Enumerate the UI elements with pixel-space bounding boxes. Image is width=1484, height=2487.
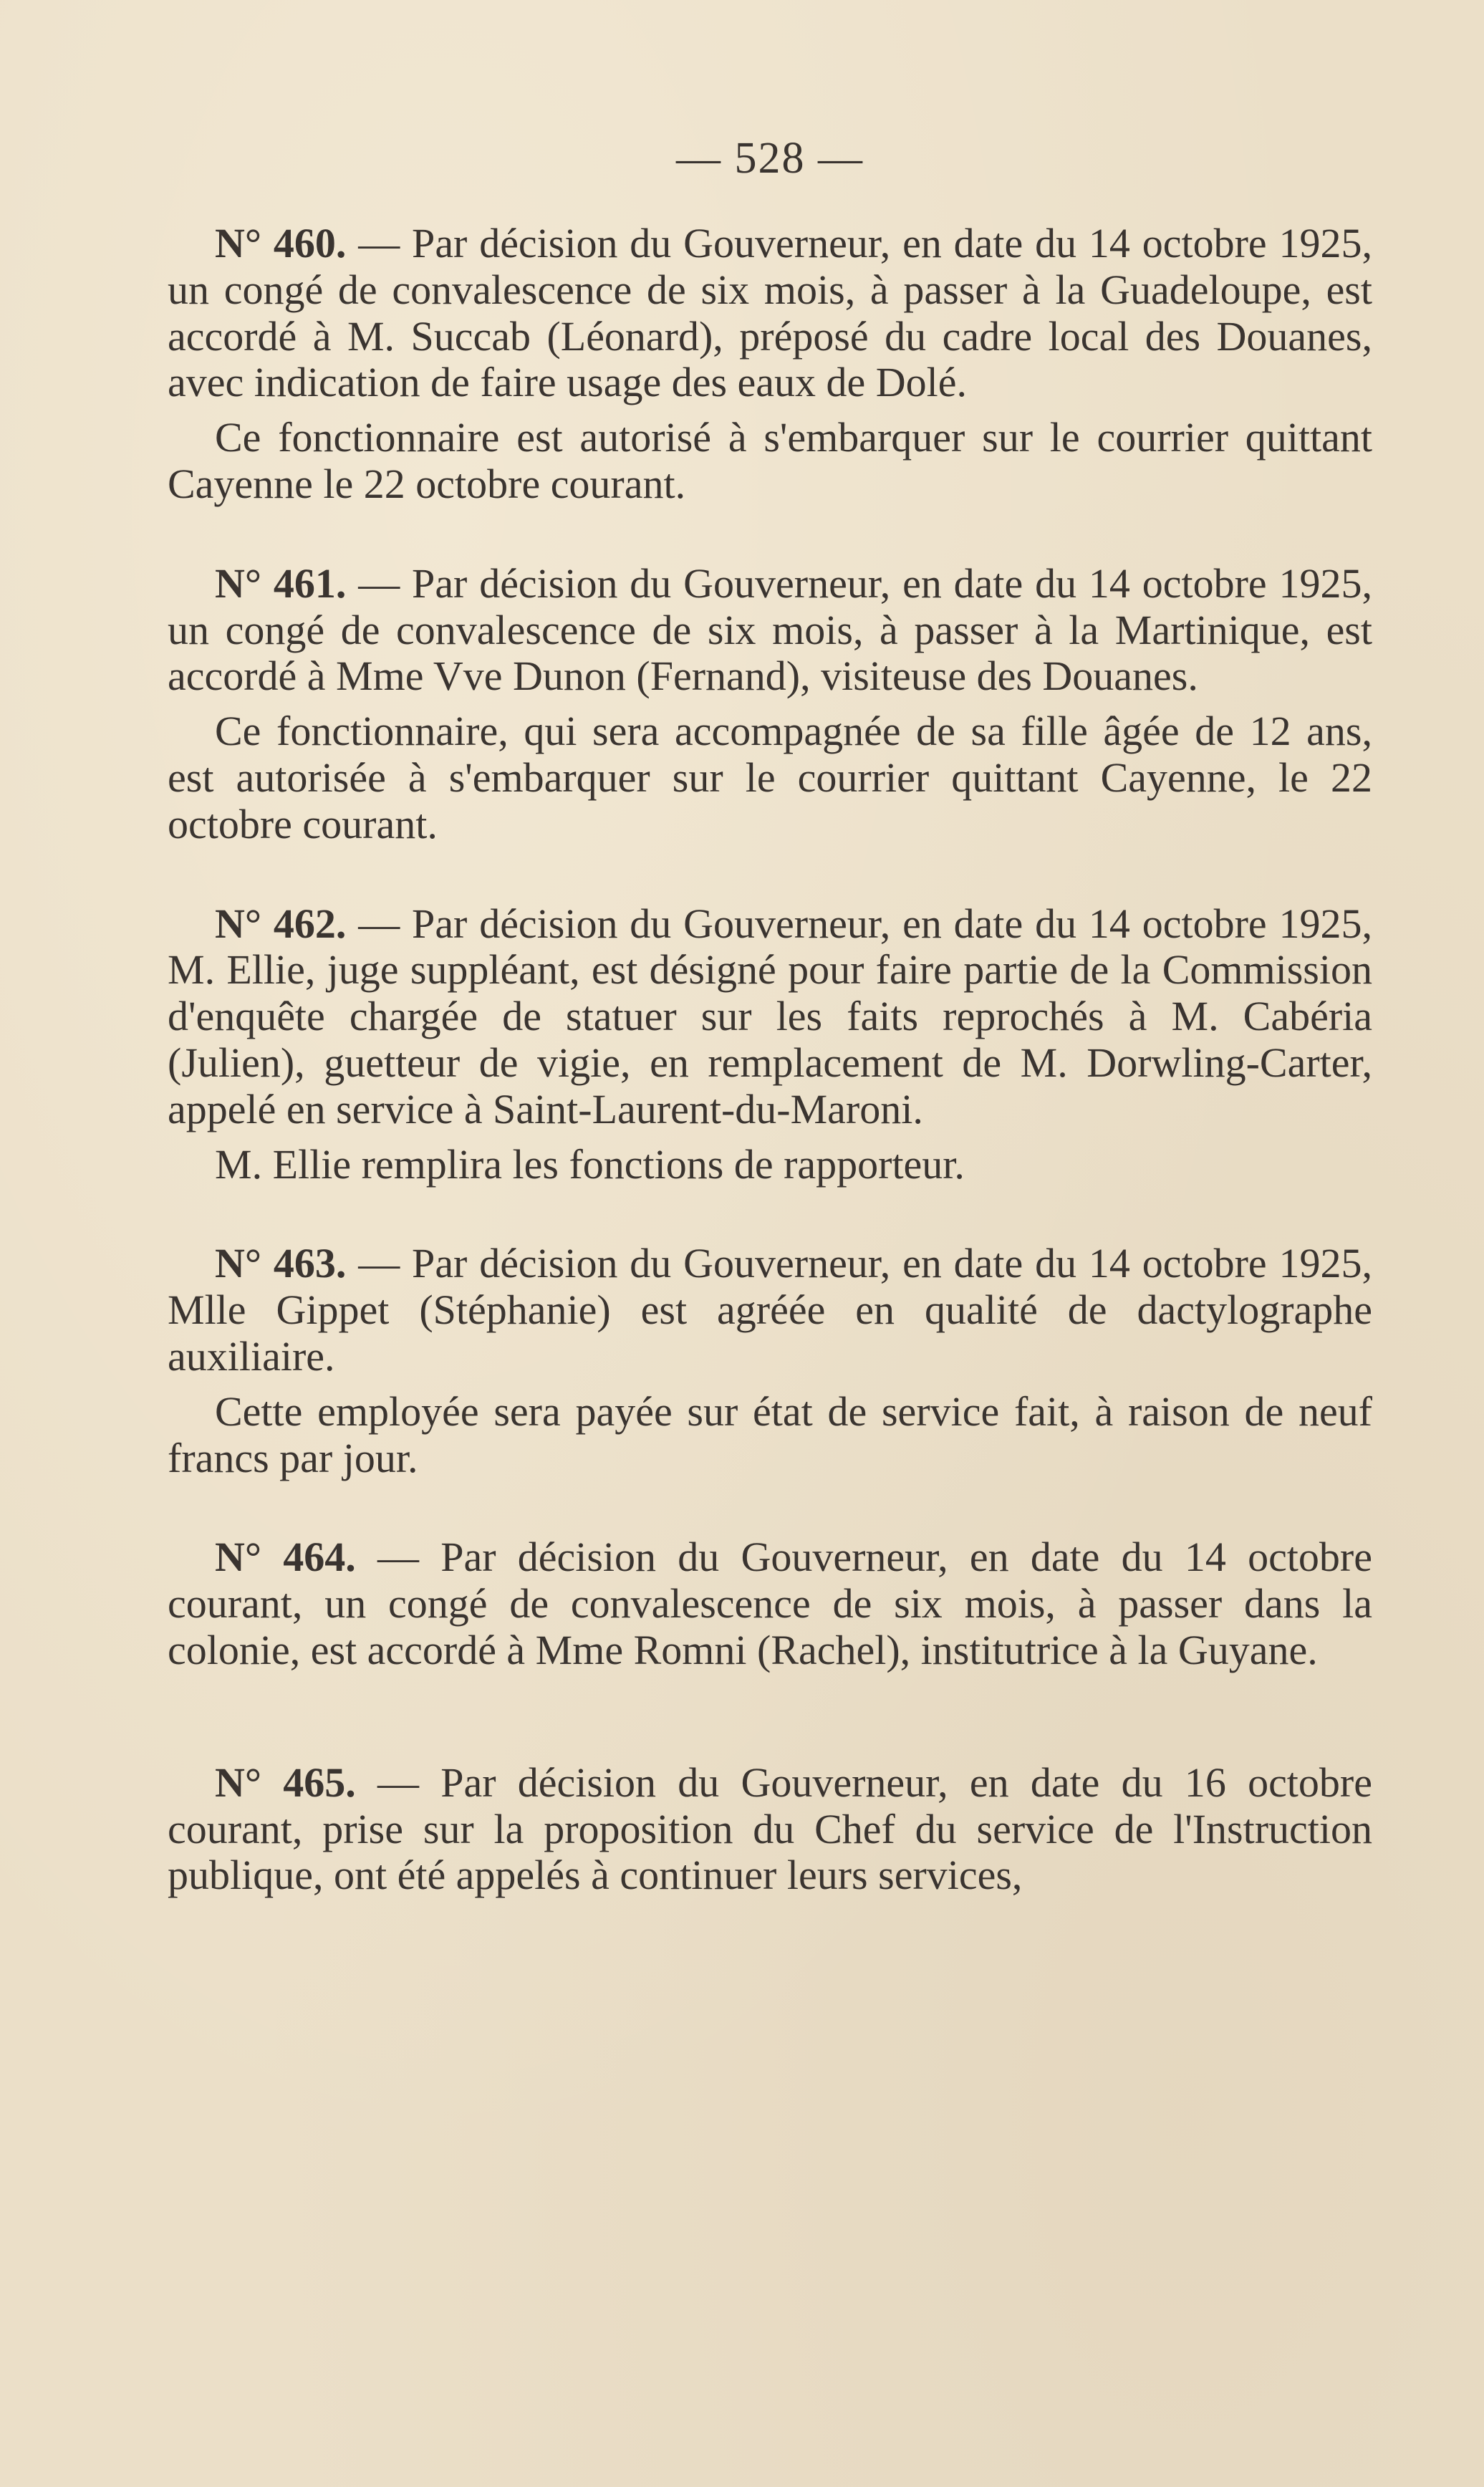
page-number: — 528 — — [676, 134, 864, 183]
entry-463-number: N° 463. — [215, 1240, 347, 1287]
entry-461-number: N° 461. — [215, 559, 347, 607]
entry-460-number: N° 460. — [215, 220, 347, 266]
entry-460-paragraph-1 — [168, 221, 1372, 406]
entry-460-text-1: — Par décision du Gouverneur, en date du 14 octobre 1925, un congé de convalescence de six mois, à passer à la Guadeloupe, est accordé à M. Succab (Léonard), préposé du cadre local des Douanes, avec indication de faire usage des eaux de Dolé. — [168, 220, 1372, 406]
entry-465-text-1: — Par décision du Gouverneur, en date du 16 octobre courant, prise sur la proposition du Chef du service de l'Instruction publique, ont été appelés à continuer leurs services, — [168, 1759, 1372, 1899]
entry-461-paragraph-2: Ce fonctionnaire, qui sera accompagnée de sa fille âgée de 12 ans, est autorisée à s'embarquer sur le courrier quittant Cayenne, le 22 octobre courant. — [168, 708, 1372, 847]
entry-462 — [168, 901, 1372, 1188]
entry-460 — [168, 221, 1372, 508]
entry-464-number: N° 464. — [215, 1534, 356, 1581]
entry-464-text-1: — Par décision du Gouverneur, en date du 14 octobre courant, un congé de convalescence de six mois, à passer dans la colonie, est accordé à Mme Romni (Rachel), institutrice à la Guyane. — [168, 1534, 1372, 1673]
entry-463-text-1: — Par décision du Gouverneur, en date du 14 octobre 1925, Mlle Gippet (Stéphanie) est agréée en qualité de dactylographe auxiliaire. — [168, 1240, 1372, 1380]
entry-462-paragraph-1 — [168, 901, 1372, 1133]
entry-463 — [168, 1241, 1372, 1481]
entry-465-number: N° 465. — [215, 1759, 356, 1806]
entry-465-paragraph-1 — [168, 1760, 1372, 1899]
entry-460-paragraph-2: Ce fonctionnaire est autorisé à s'embarquer sur le courrier quittant Cayenne le 22 octobre courant. — [168, 414, 1372, 507]
entry-463-paragraph-1 — [168, 1241, 1372, 1380]
entry-461 — [168, 561, 1372, 848]
entry-462-number: N° 462. — [215, 900, 347, 947]
entry-465 — [168, 1760, 1372, 1899]
entry-464 — [168, 1534, 1372, 1673]
entry-464-paragraph-1 — [168, 1534, 1372, 1673]
entry-463-paragraph-2: Cette employée sera payée sur état de service fait, à raison de neuf francs par jour. — [168, 1387, 1372, 1481]
text-column — [168, 136, 1372, 1952]
entry-462-paragraph-2: M. Ellie remplira les fonctions de rapporteur. — [215, 1140, 965, 1188]
entry-461-paragraph-1 — [168, 561, 1372, 700]
entry-462-text-1: — Par décision du Gouverneur, en date du 14 octobre 1925, M. Ellie, juge suppléant, est désigné pour faire partie de la Commission d'enquête chargée de statuer sur les faits reprochés à M. Cabéria (Julien), guetteur de vigie, en remplacement de M. Dorwling-Carter, appelé en service à Saint-Laurent-du-Maroni. — [168, 900, 1372, 1132]
entry-461-text-1: — Par décision du Gouverneur, en date du 14 octobre 1925, un congé de convalescence de six mois, à passer à la Martinique, est accordé à Mme Vve Dunon (Fernand), visiteuse des Douanes. — [168, 559, 1372, 700]
